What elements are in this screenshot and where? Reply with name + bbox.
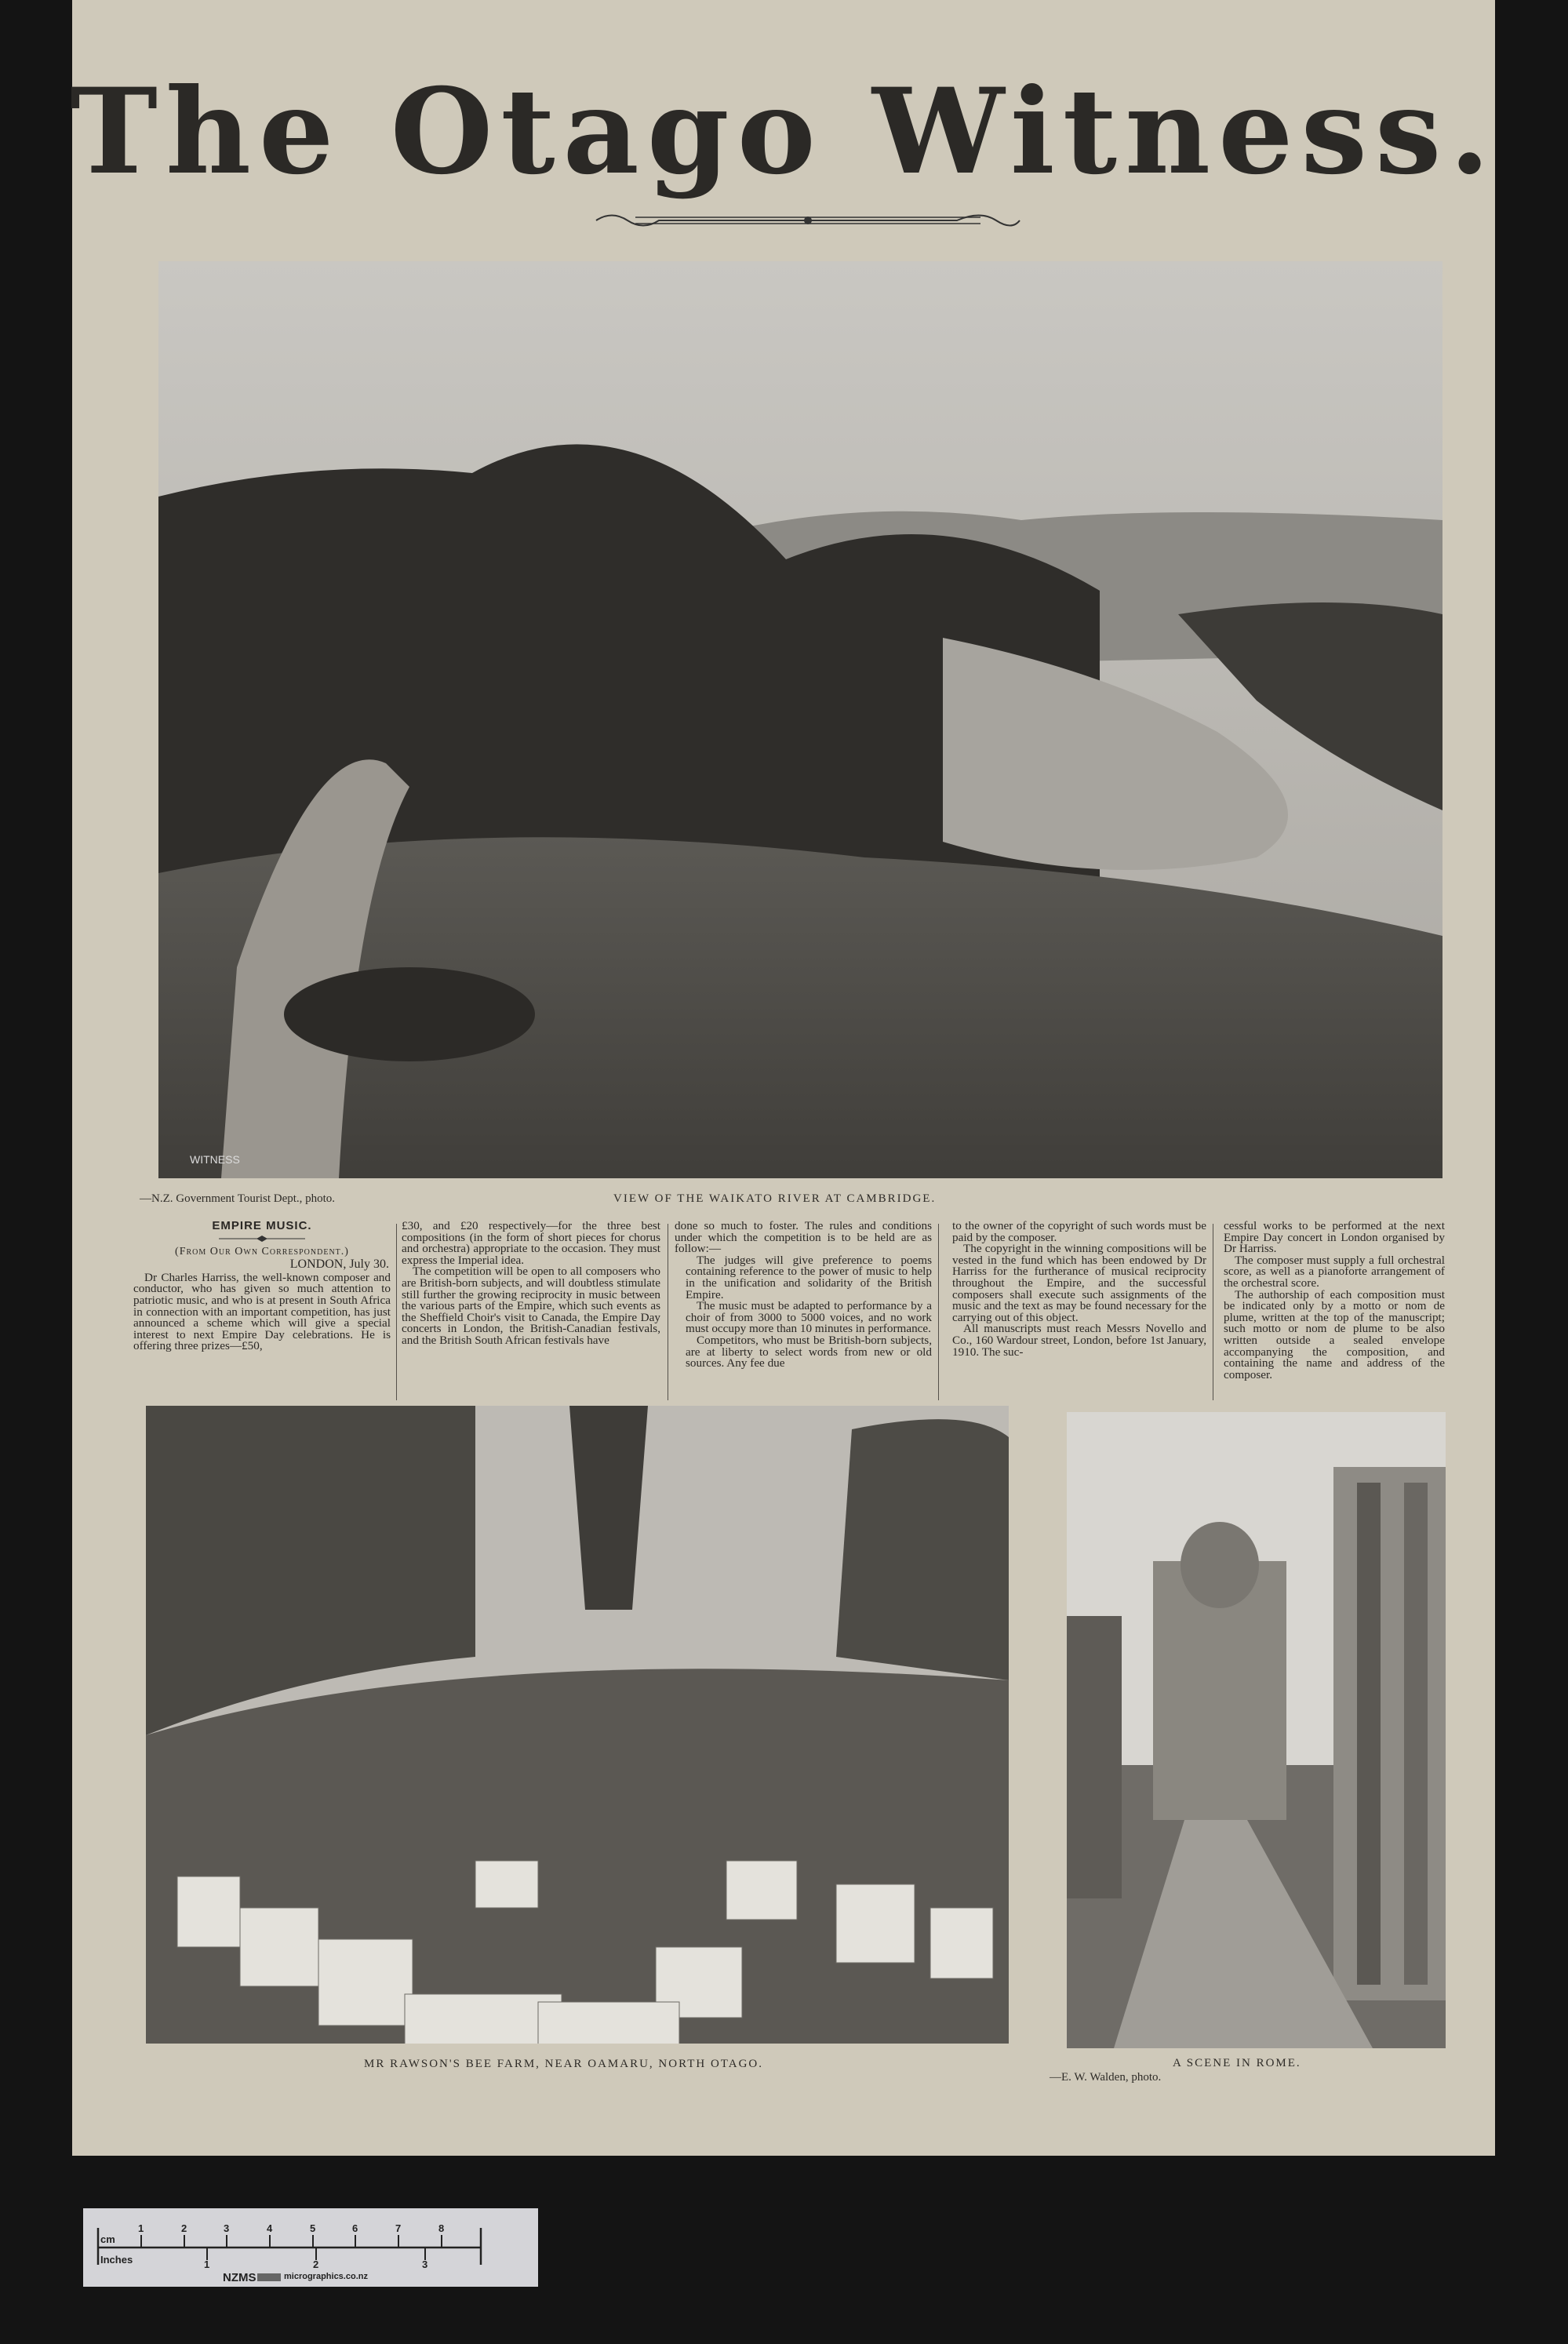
- rome-photo-caption: A SCENE IN ROME.: [1173, 2057, 1301, 2069]
- article-column-2: [402, 1221, 660, 1347]
- inches-label: Inches: [100, 2254, 133, 2266]
- ornament-divider: [588, 210, 1028, 231]
- cm-tick-label: 2: [181, 2222, 187, 2234]
- cm-tick-label: 7: [395, 2222, 402, 2234]
- cm-tick-label: 5: [310, 2222, 316, 2234]
- paragraph: The judges will give preference to poems containing reference to the power of music to help in the unification and solidarity of the British Empire.: [686, 1253, 932, 1301]
- scale-bar: [83, 2208, 538, 2287]
- cm-tick-label: 3: [224, 2222, 230, 2234]
- rome-photo-credit: —E. W. Walden, photo.: [1050, 2071, 1162, 2084]
- river-landscape-photo: [158, 261, 1442, 1178]
- paragraph: cessful works to be performed at the next Empire Day concert in London organised by Dr Harriss.: [1224, 1219, 1445, 1256]
- inch-tick-label: 3: [422, 2258, 428, 2270]
- cm-label: cm: [100, 2233, 115, 2245]
- paragraph: £30, and £20 respectively—for the three best compositions (in the form of short pieces for chorus and orchestra) appropriate to the occasion. They must express the Imperial idea.: [402, 1219, 660, 1267]
- article-column-4: [952, 1221, 1206, 1358]
- article-column-1: [133, 1221, 391, 1352]
- inch-tick-label: 2: [313, 2258, 319, 2270]
- bee-photo-caption: MR RAWSON'S BEE FARM, NEAR OAMARU, NORTH OTAGO.: [364, 2058, 763, 2070]
- top-photo-caption: VIEW OF THE WAIKATO RIVER AT CAMBRIDGE.: [613, 1192, 937, 1205]
- article-column-3: [675, 1221, 932, 1370]
- photo-watermark: WITNESS: [190, 1153, 240, 1166]
- paragraph: The copyright in the winning compositions will be vested in the fund which has been endowed by Dr Harriss for the furtherance of musical reciprocity throughout the Empire, and the successful composers shall execute such assignments of the music and the text as may be found necessary for the carrying out of this object.: [952, 1242, 1206, 1324]
- paragraph: All manuscripts must reach Messrs Novello and Co., 160 Wardour street, London, before 1st January, 1910. The suc-: [952, 1322, 1206, 1359]
- rome-scene-photo: [1067, 1412, 1446, 2048]
- cm-tick-label: 8: [438, 2222, 445, 2234]
- cm-tick-label: 4: [267, 2222, 273, 2234]
- paragraph: The competition will be open to all composers who are British-born subjects, and will doubtless stimulate still further the growing reciprocity in music between the various parts of the Empire, which such events as the Sheffield Choir's visit to Canada, the Empire Day concerts in London, the British-Canadian festivals, and the British South African festivals have: [402, 1265, 660, 1347]
- article-column-5: [1224, 1221, 1445, 1381]
- paragraph: to the owner of the copyright of such words must be paid by the composer.: [952, 1219, 1206, 1244]
- cm-tick-label: 1: [138, 2222, 144, 2234]
- paragraph: The music must be adapted to performance by a choir of from 3000 to 5000 voices, and no work must occupy more than 10 minutes in performance.: [686, 1299, 932, 1336]
- cm-tick-label: 6: [352, 2222, 358, 2234]
- article-dateline: LONDON, July 30.: [289, 1258, 389, 1272]
- bee-farm-photo: [146, 1406, 1009, 2044]
- article-byline: (From Our Own Correspondent.): [175, 1245, 349, 1258]
- inch-tick-label: 1: [204, 2258, 210, 2270]
- diamond-rule: [219, 1236, 305, 1242]
- column-rule: [938, 1224, 939, 1400]
- top-photo-credit: —N.Z. Government Tourist Dept., photo.: [140, 1192, 336, 1205]
- paragraph: done so much to foster. The rules and conditions under which the competition is to be held are as follow:—: [675, 1219, 932, 1256]
- website-label: micrographics.co.nz: [284, 2272, 368, 2281]
- column-rule: [396, 1224, 397, 1400]
- article-headline: EMPIRE MUSIC.: [212, 1219, 312, 1232]
- brand-label: NZMS: [223, 2271, 256, 2284]
- masthead-title: The Otago Witness.: [70, 63, 1498, 201]
- brand-logo-icon: [257, 2273, 281, 2281]
- paragraph: Competitors, who must be British-born subjects, are at liberty to select words from new or old sources. Any fee due: [686, 1333, 932, 1370]
- paragraph: The composer must supply a full orchestral score, as well as a pianoforte arrangement of the orchestral score.: [1224, 1253, 1445, 1290]
- paragraph: The authorship of each composition must be indicated only by a motto or nom de plume, written at the top of the manuscript; such motto or nom de plume to be also written outside a sealed envelope accompanying the composition, and containing the name and address of the composer.: [1224, 1287, 1445, 1381]
- paragraph: Dr Charles Harriss, the well-known composer and conductor, who has given so much attention to patriotic music, and who is at present in South Africa in connection with an important competition, has just announced a scheme which will give a special interest to next Empire Day celebrations. He is offering three prizes—£50,: [133, 1270, 391, 1353]
